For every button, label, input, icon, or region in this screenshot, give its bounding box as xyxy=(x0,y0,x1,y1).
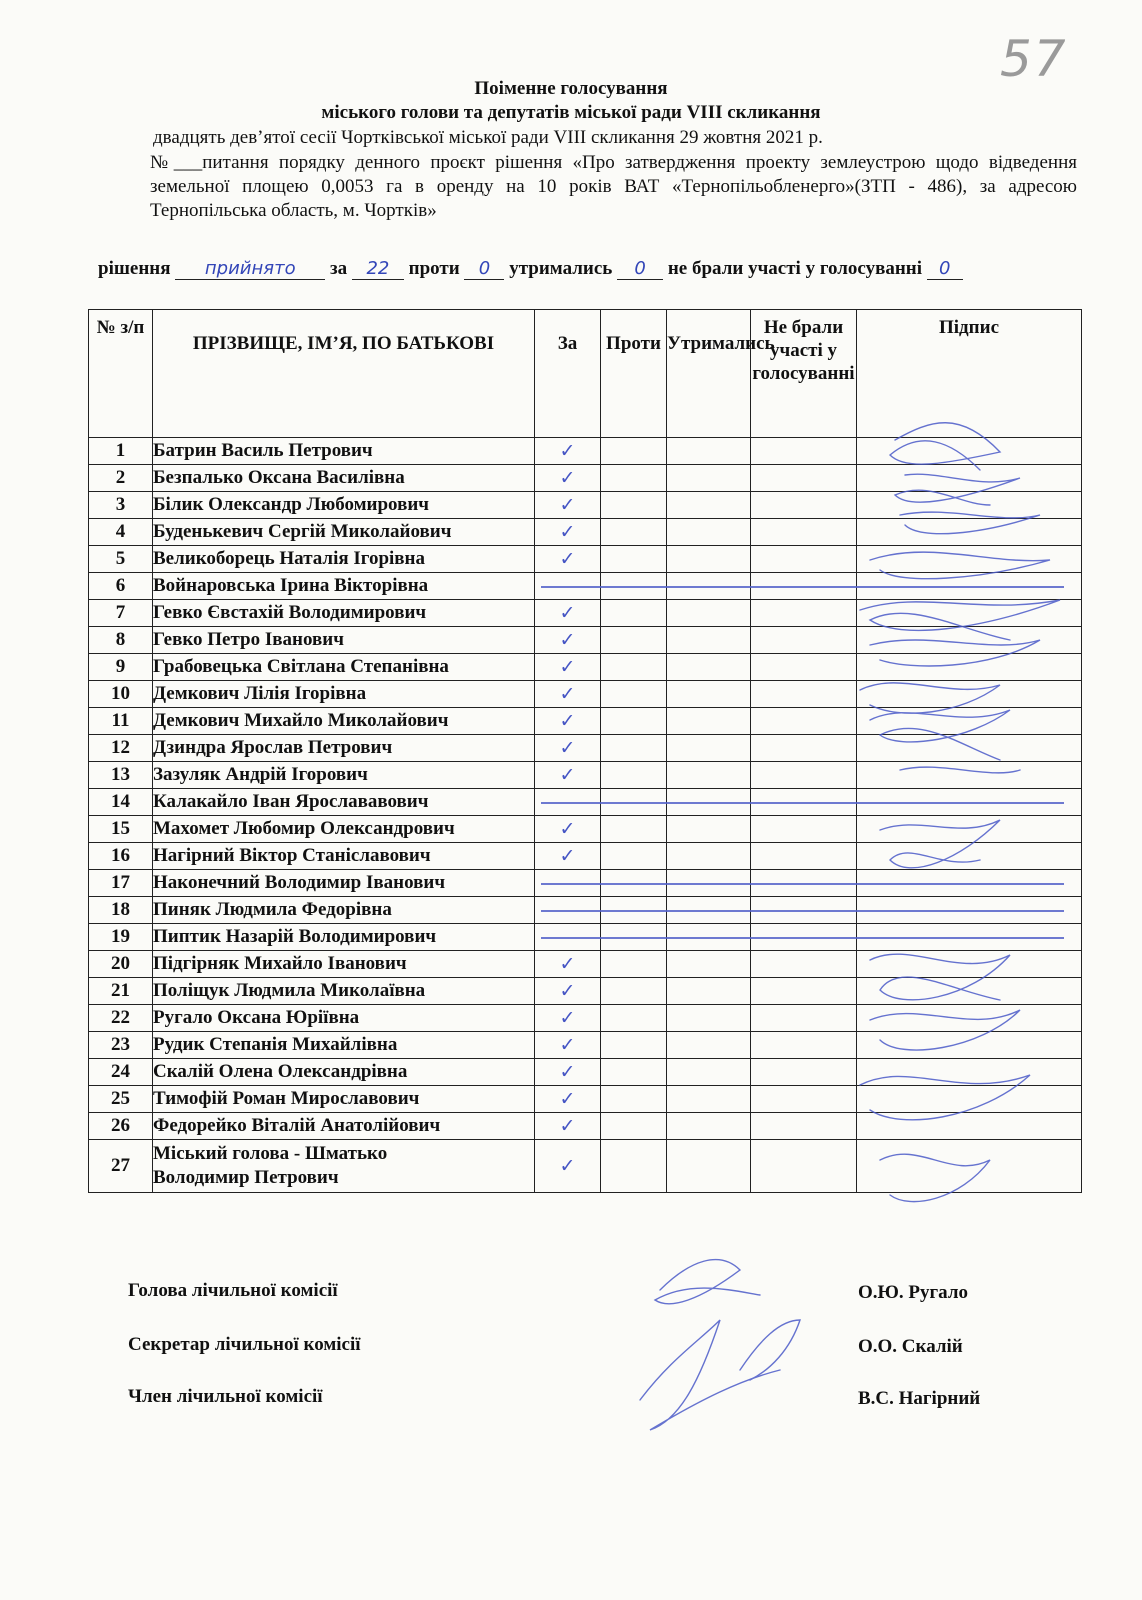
vote-abstained-cell xyxy=(667,1140,751,1193)
vote-not-voted-cell xyxy=(751,654,857,681)
row-number: 13 xyxy=(89,762,153,789)
table-row xyxy=(89,465,1082,492)
absent-strike-line xyxy=(541,937,1064,939)
vote-for-mark: ✓ xyxy=(535,951,601,978)
table-row xyxy=(89,951,1082,978)
vote-for-mark: ✓ xyxy=(535,735,601,762)
member-name: Зазуляк Андрій Ігорович xyxy=(153,762,535,789)
row-number: 24 xyxy=(89,1059,153,1086)
vote-for-mark: ✓ xyxy=(535,816,601,843)
vote-against-cell xyxy=(601,843,667,870)
member-name: Федорейко Віталій Анатолійович xyxy=(153,1113,535,1140)
vote-against-cell xyxy=(601,978,667,1005)
vote-for-mark: ✓ xyxy=(535,600,601,627)
absent-strike-line xyxy=(541,802,1064,804)
vote-against-cell xyxy=(601,951,667,978)
vote-abstained-cell xyxy=(667,735,751,762)
row-number: 9 xyxy=(89,654,153,681)
vote-against-cell xyxy=(601,1113,667,1140)
secretary-label: Секретар лічильної комісії xyxy=(128,1334,361,1355)
member-name: Махомет Любомир Олександрович xyxy=(153,816,535,843)
vote-abstained-cell xyxy=(667,600,751,627)
row-number: 19 xyxy=(89,924,153,951)
header-name: ПРІЗВИЩЕ, ІМ’Я, ПО БАТЬКОВІ xyxy=(153,310,535,438)
table-row xyxy=(89,978,1082,1005)
vote-for-mark: ✓ xyxy=(535,1140,601,1193)
vote-against-cell xyxy=(601,465,667,492)
vote-for-mark: ✓ xyxy=(535,1086,601,1113)
table-row xyxy=(89,1113,1082,1140)
session-line: двадцять дев’ятої сесії Чортківської міської ради VIII скликання 29 жовтня 2021 р. xyxy=(153,127,823,148)
member-name: Поліщук Людмила Миколаївна xyxy=(153,978,535,1005)
vote-abstained-cell xyxy=(667,1086,751,1113)
signature-cell xyxy=(857,1140,1082,1193)
row-number: 22 xyxy=(89,1005,153,1032)
row-number: 14 xyxy=(89,789,153,816)
vote-not-voted-cell xyxy=(751,843,857,870)
signature-cell xyxy=(857,438,1082,465)
vote-abstained-cell xyxy=(667,519,751,546)
not-voted-label: не брали участі у голосуванні xyxy=(667,258,923,279)
table-row xyxy=(89,492,1082,519)
member-name: Гевко Петро Іванович xyxy=(153,627,535,654)
vote-not-voted-cell xyxy=(751,708,857,735)
member-name: Грабовецька Світлана Степанівна xyxy=(153,654,535,681)
vote-not-voted-cell xyxy=(751,519,857,546)
vote-not-voted-cell xyxy=(751,438,857,465)
vote-for-mark: ✓ xyxy=(535,492,601,519)
vote-for-mark: ✓ xyxy=(535,465,601,492)
vote-for-mark: ✓ xyxy=(535,1059,601,1086)
row-number: 23 xyxy=(89,1032,153,1059)
vote-abstained-cell xyxy=(667,681,751,708)
table-row xyxy=(89,735,1082,762)
abstained-count: 0 xyxy=(617,259,663,280)
table-row xyxy=(89,843,1082,870)
row-number: 27 xyxy=(89,1140,153,1193)
row-number: 15 xyxy=(89,816,153,843)
vote-abstained-cell xyxy=(667,816,751,843)
document-title: Поіменне голосування xyxy=(474,78,668,99)
signature-cell xyxy=(857,492,1082,519)
row-number: 4 xyxy=(89,519,153,546)
vote-against-cell xyxy=(601,438,667,465)
row-number: 18 xyxy=(89,897,153,924)
row-number: 11 xyxy=(89,708,153,735)
vote-not-voted-cell xyxy=(751,951,857,978)
table-row xyxy=(89,654,1082,681)
decision-label: рішення xyxy=(98,258,171,279)
vote-against-cell xyxy=(601,1086,667,1113)
vote-for-mark: ✓ xyxy=(535,1005,601,1032)
vote-not-voted-cell xyxy=(751,1005,857,1032)
vote-against-cell xyxy=(601,519,667,546)
member-name: Демкович Лілія Ігорівна xyxy=(153,681,535,708)
member-name: Батрин Василь Петрович xyxy=(153,438,535,465)
decision-result: прийнято xyxy=(175,259,325,280)
vote-not-voted-cell xyxy=(751,978,857,1005)
vote-not-voted-cell xyxy=(751,1140,857,1193)
member-name: Буденькевич Сергій Миколайович xyxy=(153,519,535,546)
vote-for-mark: ✓ xyxy=(535,1032,601,1059)
member-name: Білик Олександр Любомирович xyxy=(153,492,535,519)
signature-cell xyxy=(857,1086,1082,1113)
vote-not-voted-cell xyxy=(751,1032,857,1059)
vote-for-mark: ✓ xyxy=(535,708,601,735)
member-name: В.С. Нагірний xyxy=(858,1388,981,1409)
vote-for-mark: ✓ xyxy=(535,1113,601,1140)
agenda-question: №___питання порядку денного проєкт рішення «Про затвердження проекту землеустрою щодо відведення земельної площею 0,0053 га в оренду на 10 років ВАТ «Тернопільобленерго»(ЗТП - 486), за адресою Тернопільська область, м. Чортків» xyxy=(150,152,1077,221)
member-label: Член лічильної комісії xyxy=(128,1386,323,1407)
signature-cell xyxy=(857,708,1082,735)
signature-cell xyxy=(857,1005,1082,1032)
vote-not-voted-cell xyxy=(751,1113,857,1140)
vote-for-mark: ✓ xyxy=(535,627,601,654)
vote-not-voted-cell xyxy=(751,762,857,789)
member-name: Пиптик Назарій Володимирович xyxy=(153,924,535,951)
vote-for-mark: ✓ xyxy=(535,519,601,546)
against-count: 0 xyxy=(464,259,504,280)
abstained-label: утримались xyxy=(509,258,613,279)
member-name: Рудик Степанія Михайлівна xyxy=(153,1032,535,1059)
vote-against-cell xyxy=(601,654,667,681)
vote-against-cell xyxy=(601,1140,667,1193)
table-row xyxy=(89,600,1082,627)
vote-against-cell xyxy=(601,492,667,519)
vote-abstained-cell xyxy=(667,1005,751,1032)
row-number: 5 xyxy=(89,546,153,573)
secretary-name: О.О. Скалій xyxy=(858,1336,963,1357)
member-name: Дзиндра Ярослав Петрович xyxy=(153,735,535,762)
vote-abstained-cell xyxy=(667,1059,751,1086)
row-number: 26 xyxy=(89,1113,153,1140)
header-num: № з/п xyxy=(89,310,153,438)
member-name: Войнаровська Ірина Вікторівна xyxy=(153,573,535,600)
row-number: 16 xyxy=(89,843,153,870)
vote-against-cell xyxy=(601,816,667,843)
vote-abstained-cell xyxy=(667,843,751,870)
vote-abstained-cell xyxy=(667,465,751,492)
table-row xyxy=(89,519,1082,546)
header-signature: Підпис xyxy=(857,310,1082,438)
signature-cell xyxy=(857,951,1082,978)
signature-cell xyxy=(857,843,1082,870)
vote-not-voted-cell xyxy=(751,1059,857,1086)
member-name: Підгірняк Михайло Іванович xyxy=(153,951,535,978)
vote-abstained-cell xyxy=(667,627,751,654)
member-name: Наконечний Володимир Іванович xyxy=(153,870,535,897)
table-row xyxy=(89,1059,1082,1086)
commission-signatures-icon xyxy=(640,1260,800,1430)
table-row xyxy=(89,627,1082,654)
table-row xyxy=(89,1140,1082,1193)
header-for: За xyxy=(535,310,601,438)
row-number: 7 xyxy=(89,600,153,627)
vote-against-cell xyxy=(601,735,667,762)
absent-strike-line xyxy=(541,883,1064,885)
against-label: проти xyxy=(408,258,460,279)
signature-cell xyxy=(857,465,1082,492)
absent-strike-line xyxy=(541,586,1064,588)
signature-cell xyxy=(857,627,1082,654)
page-number: 57 xyxy=(1000,30,1068,88)
decision-summary xyxy=(98,258,963,280)
vote-abstained-cell xyxy=(667,492,751,519)
vote-against-cell xyxy=(601,627,667,654)
header-against: Проти xyxy=(601,310,667,438)
not-voted-count: 0 xyxy=(927,259,963,280)
signature-cell xyxy=(857,546,1082,573)
signature-cell xyxy=(857,978,1082,1005)
member-name: Тимофій Роман Мирославович xyxy=(153,1086,535,1113)
vote-abstained-cell xyxy=(667,762,751,789)
member-name: Ругало Оксана Юріївна xyxy=(153,1005,535,1032)
table-row xyxy=(89,1005,1082,1032)
member-name: Демкович Михайло Миколайович xyxy=(153,708,535,735)
vote-abstained-cell xyxy=(667,1032,751,1059)
vote-abstained-cell xyxy=(667,654,751,681)
vote-against-cell xyxy=(601,1005,667,1032)
signature-cell xyxy=(857,1032,1082,1059)
vote-not-voted-cell xyxy=(751,816,857,843)
table-row xyxy=(89,816,1082,843)
vote-not-voted-cell xyxy=(751,546,857,573)
table-row xyxy=(89,1086,1082,1113)
chair-name: О.Ю. Ругало xyxy=(858,1282,968,1303)
member-name: Пиняк Людмила Федорівна xyxy=(153,897,535,924)
vote-against-cell xyxy=(601,1032,667,1059)
row-number: 20 xyxy=(89,951,153,978)
signature-cell xyxy=(857,1113,1082,1140)
header-abstained: Утримались xyxy=(667,310,751,438)
vote-abstained-cell xyxy=(667,546,751,573)
vote-for-mark: ✓ xyxy=(535,654,601,681)
vote-for-mark: ✓ xyxy=(535,762,601,789)
signature-cell xyxy=(857,519,1082,546)
signature-cell xyxy=(857,1059,1082,1086)
signature-cell xyxy=(857,762,1082,789)
vote-not-voted-cell xyxy=(751,627,857,654)
table-row xyxy=(89,438,1082,465)
vote-for-mark: ✓ xyxy=(535,843,601,870)
vote-for-mark: ✓ xyxy=(535,438,601,465)
signature-cell xyxy=(857,816,1082,843)
row-number: 17 xyxy=(89,870,153,897)
member-name xyxy=(153,1140,535,1193)
vote-not-voted-cell xyxy=(751,1086,857,1113)
row-number: 6 xyxy=(89,573,153,600)
signature-cell xyxy=(857,654,1082,681)
member-name: Скалій Олена Олександрівна xyxy=(153,1059,535,1086)
row-number: 21 xyxy=(89,978,153,1005)
table-row xyxy=(89,546,1082,573)
signature-cell xyxy=(857,681,1082,708)
member-name: Безпалько Оксана Василівна xyxy=(153,465,535,492)
row-number: 8 xyxy=(89,627,153,654)
row-number: 2 xyxy=(89,465,153,492)
vote-for-mark: ✓ xyxy=(535,978,601,1005)
row-number: 25 xyxy=(89,1086,153,1113)
member-name-line1: Міський голова - Шматько xyxy=(153,1143,388,1164)
row-number: 1 xyxy=(89,438,153,465)
vote-against-cell xyxy=(601,546,667,573)
row-number: 12 xyxy=(89,735,153,762)
header-not-voted: Не брали участі у голосуванні xyxy=(751,310,857,438)
vote-not-voted-cell xyxy=(751,600,857,627)
for-label: за xyxy=(330,258,348,279)
row-number: 10 xyxy=(89,681,153,708)
vote-abstained-cell xyxy=(667,978,751,1005)
vote-not-voted-cell xyxy=(751,465,857,492)
vote-not-voted-cell xyxy=(751,681,857,708)
table-row xyxy=(89,681,1082,708)
vote-not-voted-cell xyxy=(751,492,857,519)
member-name: Нагірний Віктор Станіславович xyxy=(153,843,535,870)
vote-abstained-cell xyxy=(667,951,751,978)
vote-against-cell xyxy=(601,600,667,627)
table-row xyxy=(89,762,1082,789)
member-name: Великоборець Наталія Ігорівна xyxy=(153,546,535,573)
member-name-line2: Володимир Петрович xyxy=(153,1167,339,1188)
row-number: 3 xyxy=(89,492,153,519)
for-count: 22 xyxy=(352,259,404,280)
vote-for-mark: ✓ xyxy=(535,681,601,708)
absent-strike-line xyxy=(541,910,1064,912)
document-subtitle: міського голови та депутатів міської ради VIII скликання xyxy=(321,102,821,123)
member-name: Калакайло Іван Ярослававович xyxy=(153,789,535,816)
vote-against-cell xyxy=(601,681,667,708)
vote-against-cell xyxy=(601,1059,667,1086)
vote-abstained-cell xyxy=(667,1113,751,1140)
table-row xyxy=(89,1032,1082,1059)
signature-cell xyxy=(857,600,1082,627)
table-row xyxy=(89,708,1082,735)
roll-call-table xyxy=(88,309,1082,1193)
vote-for-mark: ✓ xyxy=(535,546,601,573)
member-name: Гевко Євстахій Володимирович xyxy=(153,600,535,627)
chair-label: Голова лічильної комісії xyxy=(128,1280,338,1301)
vote-abstained-cell xyxy=(667,708,751,735)
vote-abstained-cell xyxy=(667,438,751,465)
signature-cell xyxy=(857,735,1082,762)
vote-against-cell xyxy=(601,762,667,789)
vote-not-voted-cell xyxy=(751,735,857,762)
vote-against-cell xyxy=(601,708,667,735)
